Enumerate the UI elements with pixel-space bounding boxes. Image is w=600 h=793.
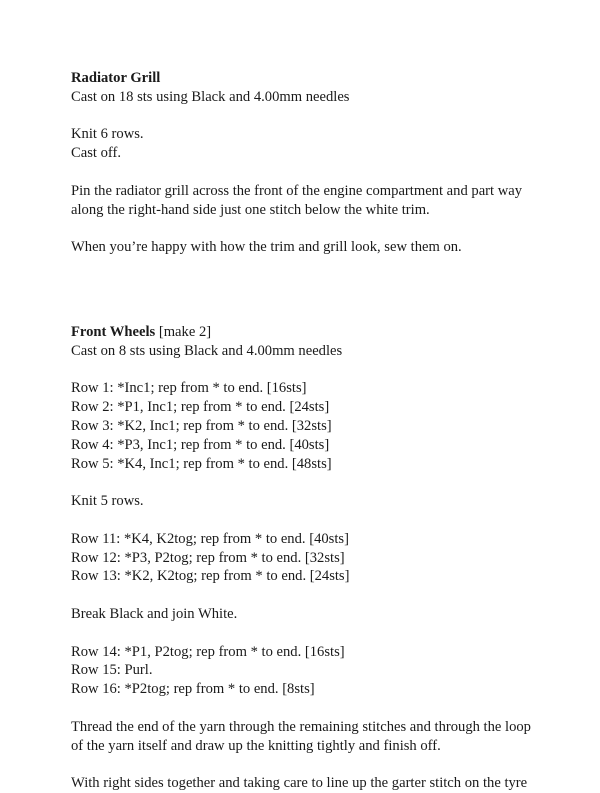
row-instruction: Row 4: *P3, Inc1; rep from * to end. [40sts] (71, 436, 330, 453)
row-instruction: Row 12: *P3, P2tog; rep from * to end. [32sts] (71, 549, 345, 566)
row-instruction: Row 2: *P1, Inc1; rep from * to end. [24sts] (71, 399, 330, 416)
radiator-grill-section (71, 69, 541, 257)
row-instruction: Row 5: *K4, Inc1; rep from * to end. [48sts] (71, 455, 332, 472)
section-title: Front Wheels (71, 323, 156, 340)
row-instruction: Row 3: *K2, Inc1; rep from * to end. [32sts] (71, 417, 332, 434)
document-page (71, 69, 541, 793)
section-qualifier: [make 2] (155, 323, 212, 340)
row-instruction: Row 15: Purl. (71, 662, 153, 679)
paragraph: Thread the end of the yarn through the remaining stitches and through the loop of the yarn itself and draw up the knitting tightly and finish off. (71, 718, 531, 754)
instruction-line: Break Black and join White. (71, 605, 238, 622)
row-instruction: Row 13: *K2, K2tog; rep from * to end. [24sts] (71, 568, 350, 585)
section-title: Radiator Grill (71, 70, 161, 86)
paragraph: When you’re happy with how the trim and grill look, sew them on. (71, 239, 462, 256)
front-wheels-section (71, 323, 541, 793)
cast-on-line: Cast on 8 sts using Black and 4.00mm needles (71, 342, 343, 359)
instruction-line: Cast off. (71, 145, 121, 162)
section-heading (71, 323, 541, 342)
paragraph: With right sides together and taking care to line up the garter stitch on the tyre (71, 775, 528, 792)
instruction-line: Knit 6 rows. (71, 126, 144, 143)
row-instruction: Row 1: *Inc1; rep from * to end. [16sts] (71, 380, 307, 397)
cast-on-line: Cast on 18 sts using Black and 4.00mm needles (71, 88, 350, 105)
row-instruction: Row 14: *P1, P2tog; rep from * to end. [16sts] (71, 643, 345, 660)
row-instruction: Row 11: *K4, K2tog; rep from * to end. [40sts] (71, 530, 349, 547)
instruction-line: Knit 5 rows. (71, 493, 144, 510)
paragraph: Pin the radiator grill across the front of the engine compartment and part way along the right-hand side just one stitch below the white trim. (71, 182, 523, 218)
row-instruction: Row 16: *P2tog; rep from * to end. [8sts] (71, 681, 315, 698)
